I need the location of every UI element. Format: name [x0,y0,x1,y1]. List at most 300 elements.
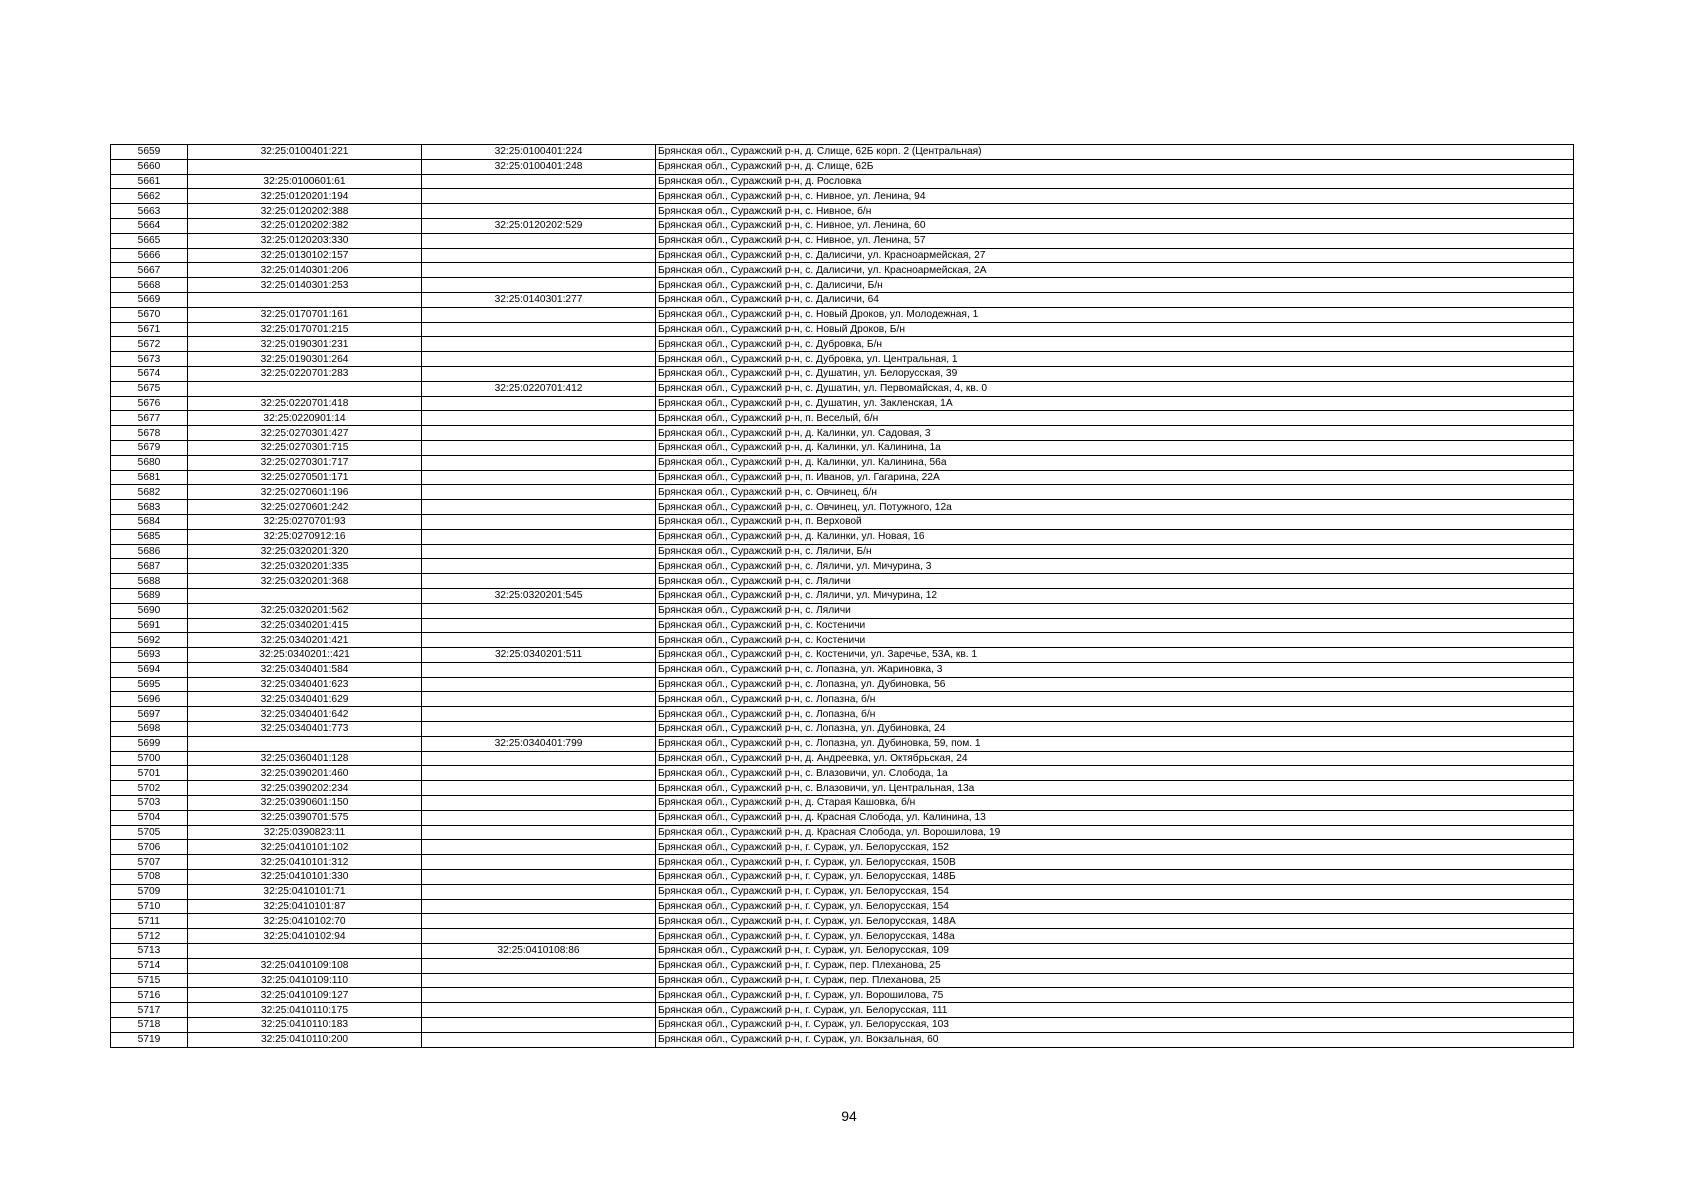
cadastral-number-cell: 32:25:0410110:183 [188,1018,422,1033]
registry-table [110,144,1574,1048]
table-row [111,870,1574,885]
address-cell: Брянская обл., Суражский р-н, с. Нивное, ул. Ленина, 57 [656,233,1574,248]
row-number-cell: 5717 [111,1003,188,1018]
cadastral-number-2-cell: 32:25:0100401:224 [422,145,656,160]
cadastral-number-cell: 32:25:0270601:242 [188,500,422,515]
row-number-cell: 5706 [111,840,188,855]
cadastral-number-2-cell [422,337,656,352]
cadastral-number-cell: 32:25:0410109:108 [188,958,422,973]
row-number-cell: 5708 [111,870,188,885]
cadastral-number-2-cell [422,633,656,648]
address-cell: Брянская обл., Суражский р-н, п. Иванов, ул. Гагарина, 22А [656,470,1574,485]
address-cell: Брянская обл., Суражский р-н, г. Сураж, ул. Белорусская, 154 [656,884,1574,899]
cadastral-number-cell: 32:25:0410101:312 [188,855,422,870]
table-row [111,159,1574,174]
row-number-cell: 5663 [111,204,188,219]
cadastral-number-2-cell [422,426,656,441]
table-row [111,292,1574,307]
table-row [111,485,1574,500]
cadastral-number-2-cell [422,470,656,485]
cadastral-number-2-cell: 32:25:0100401:248 [422,159,656,174]
table-row [111,1032,1574,1047]
page-number: 94 [841,1108,857,1124]
table-row [111,189,1574,204]
table-row [111,722,1574,737]
row-number-cell: 5695 [111,677,188,692]
row-number-cell: 5659 [111,145,188,160]
table-row [111,263,1574,278]
cadastral-number-2-cell [422,707,656,722]
row-number-cell: 5719 [111,1032,188,1047]
cadastral-number-2-cell [422,514,656,529]
row-number-cell: 5680 [111,455,188,470]
cadastral-number-cell: 32:25:0340201:421 [188,633,422,648]
row-number-cell: 5662 [111,189,188,204]
cadastral-number-2-cell [422,810,656,825]
cadastral-number-cell: 32:25:0410101:330 [188,870,422,885]
cadastral-number-cell: 32:25:0410102:94 [188,929,422,944]
address-cell: Брянская обл., Суражский р-н, с. Далисичи, ул. Красноармейская, 27 [656,248,1574,263]
cadastral-number-2-cell [422,529,656,544]
cadastral-number-2-cell [422,204,656,219]
table-row [111,958,1574,973]
row-number-cell: 5683 [111,500,188,515]
cadastral-number-cell: 32:25:0340201::421 [188,648,422,663]
row-number-cell: 5660 [111,159,188,174]
cadastral-number-2-cell [422,929,656,944]
cadastral-number-cell: 32:25:0170701:161 [188,307,422,322]
cadastral-number-2-cell: 32:25:0320201:545 [422,588,656,603]
cadastral-number-cell: 32:25:0410109:127 [188,988,422,1003]
table-row [111,514,1574,529]
row-number-cell: 5696 [111,692,188,707]
address-cell: Брянская обл., Суражский р-н, г. Сураж, ул. Белорусская, 148а [656,929,1574,944]
row-number-cell: 5686 [111,544,188,559]
cadastral-number-cell: 32:25:0390823:11 [188,825,422,840]
table-row [111,426,1574,441]
table-row [111,781,1574,796]
row-number-cell: 5707 [111,855,188,870]
cadastral-number-2-cell [422,500,656,515]
cadastral-number-2-cell: 32:25:0120202:529 [422,218,656,233]
address-cell: Брянская обл., Суражский р-н, г. Сураж, пер. Плеханова, 25 [656,958,1574,973]
row-number-cell: 5699 [111,736,188,751]
cadastral-number-2-cell [422,914,656,929]
table-row [111,618,1574,633]
table-row [111,855,1574,870]
cadastral-number-cell: 32:25:0270301:715 [188,440,422,455]
address-cell: Брянская обл., Суражский р-н, с. Ляличи, ул. Мичурина, 12 [656,588,1574,603]
cadastral-number-cell: 32:25:0140301:206 [188,263,422,278]
row-number-cell: 5703 [111,796,188,811]
cadastral-number-2-cell [422,781,656,796]
cadastral-number-2-cell [422,751,656,766]
cadastral-number-cell: 32:25:0410110:200 [188,1032,422,1047]
table-row [111,248,1574,263]
cadastral-number-cell: 32:25:0340401:642 [188,707,422,722]
address-cell: Брянская обл., Суражский р-н, д. Красная Слобода, ул. Калинина, 13 [656,810,1574,825]
address-cell: Брянская обл., Суражский р-н, д. Калинки, ул. Садовая, 3 [656,426,1574,441]
row-number-cell: 5694 [111,662,188,677]
address-cell: Брянская обл., Суражский р-н, с. Лопазна, ул. Дубиновка, 24 [656,722,1574,737]
cadastral-number-cell: 32:25:0320201:335 [188,559,422,574]
cadastral-number-2-cell [422,485,656,500]
row-number-cell: 5692 [111,633,188,648]
cadastral-number-2-cell [422,766,656,781]
cadastral-number-2-cell [422,958,656,973]
row-number-cell: 5688 [111,574,188,589]
table-row [111,411,1574,426]
cadastral-number-cell: 32:25:0410101:87 [188,899,422,914]
table-row [111,559,1574,574]
row-number-cell: 5712 [111,929,188,944]
address-cell: Брянская обл., Суражский р-н, с. Ляличи [656,603,1574,618]
cadastral-number-2-cell [422,677,656,692]
row-number-cell: 5710 [111,899,188,914]
address-cell: Брянская обл., Суражский р-н, д. Старая Кашовка, б/н [656,796,1574,811]
table-row [111,233,1574,248]
address-cell: Брянская обл., Суражский р-н, г. Сураж, ул. Белорусская, 148А [656,914,1574,929]
cadastral-number-2-cell [422,1032,656,1047]
cadastral-number-cell: 32:25:0220701:418 [188,396,422,411]
table-row [111,440,1574,455]
cadastral-number-2-cell [422,411,656,426]
cadastral-number-2-cell [422,988,656,1003]
table-row [111,529,1574,544]
address-cell: Брянская обл., Суражский р-н, с. Далисичи, 64 [656,292,1574,307]
cadastral-number-2-cell [422,559,656,574]
cadastral-number-2-cell [422,322,656,337]
table-row [111,707,1574,722]
row-number-cell: 5716 [111,988,188,1003]
cadastral-number-cell: 32:25:0320201:562 [188,603,422,618]
cadastral-number-cell [188,944,422,959]
cadastral-number-2-cell [422,544,656,559]
table-row [111,218,1574,233]
table-row [111,381,1574,396]
row-number-cell: 5681 [111,470,188,485]
cadastral-number-2-cell [422,396,656,411]
table-row [111,366,1574,381]
table-row [111,204,1574,219]
table-row [111,751,1574,766]
address-cell: Брянская обл., Суражский р-н, с. Новый Дроков, ул. Молодежная, 1 [656,307,1574,322]
cadastral-number-cell: 32:25:0320201:368 [188,574,422,589]
cadastral-number-2-cell: 32:25:0410108:86 [422,944,656,959]
address-cell: Брянская обл., Суражский р-н, д. Красная Слобода, ул. Ворошилова, 19 [656,825,1574,840]
table-row [111,470,1574,485]
registry-table-body [111,145,1574,1048]
address-cell: Брянская обл., Суражский р-н, с. Лопазна, б/н [656,692,1574,707]
address-cell: Брянская обл., Суражский р-н, с. Лопазна, ул. Жариновка, 3 [656,662,1574,677]
row-number-cell: 5715 [111,973,188,988]
cadastral-number-cell: 32:25:0360401:128 [188,751,422,766]
row-number-cell: 5676 [111,396,188,411]
cadastral-number-cell: 32:25:0270912:16 [188,529,422,544]
row-number-cell: 5667 [111,263,188,278]
row-number-cell: 5675 [111,381,188,396]
row-number-cell: 5682 [111,485,188,500]
row-number-cell: 5700 [111,751,188,766]
address-cell: Брянская обл., Суражский р-н, п. Веселый, б/н [656,411,1574,426]
row-number-cell: 5693 [111,648,188,663]
cadastral-number-cell: 32:25:0340401:773 [188,722,422,737]
address-cell: Брянская обл., Суражский р-н, д. Калинки, ул. Калинина, 56а [656,455,1574,470]
address-cell: Брянская обл., Суражский р-н, с. Ляличи, ул. Мичурина, 3 [656,559,1574,574]
row-number-cell: 5690 [111,603,188,618]
address-cell: Брянская обл., Суражский р-н, г. Сураж, пер. Плеханова, 25 [656,973,1574,988]
cadastral-number-cell [188,159,422,174]
cadastral-number-2-cell [422,278,656,293]
address-cell: Брянская обл., Суражский р-н, с. Душатин, ул. Белорусская, 39 [656,366,1574,381]
address-cell: Брянская обл., Суражский р-н, г. Сураж, ул. Ворошилова, 75 [656,988,1574,1003]
cadastral-number-cell: 32:25:0170701:215 [188,322,422,337]
table-row [111,352,1574,367]
address-cell: Брянская обл., Суражский р-н, с. Влазовичи, ул. Центральная, 13а [656,781,1574,796]
cadastral-number-2-cell: 32:25:0340401:799 [422,736,656,751]
table-row [111,307,1574,322]
cadastral-number-2-cell [422,189,656,204]
row-number-cell: 5687 [111,559,188,574]
address-cell: Брянская обл., Суражский р-н, с. Костеничи [656,633,1574,648]
table-row [111,544,1574,559]
cadastral-number-cell: 32:25:0100401:221 [188,145,422,160]
address-cell: Брянская обл., Суражский р-н, д. Калинки, ул. Калинина, 1а [656,440,1574,455]
row-number-cell: 5674 [111,366,188,381]
address-cell: Брянская обл., Суражский р-н, г. Сураж, ул. Белорусская, 111 [656,1003,1574,1018]
address-cell: Брянская обл., Суражский р-н, г. Сураж, ул. Белорусская, 152 [656,840,1574,855]
cadastral-number-cell: 32:25:0270301:427 [188,426,422,441]
table-row [111,899,1574,914]
cadastral-number-cell: 32:25:0140301:253 [188,278,422,293]
row-number-cell: 5697 [111,707,188,722]
row-number-cell: 5672 [111,337,188,352]
table-row [111,914,1574,929]
row-number-cell: 5677 [111,411,188,426]
address-cell: Брянская обл., Суражский р-н, с. Лопазна, ул. Дубиновка, 56 [656,677,1574,692]
row-number-cell: 5673 [111,352,188,367]
cadastral-number-cell: 32:25:0390201:460 [188,766,422,781]
row-number-cell: 5704 [111,810,188,825]
address-cell: Брянская обл., Суражский р-н, д. Андреевка, ул. Октябрьская, 24 [656,751,1574,766]
table-row [111,825,1574,840]
row-number-cell: 5685 [111,529,188,544]
table-row [111,278,1574,293]
row-number-cell: 5670 [111,307,188,322]
row-number-cell: 5671 [111,322,188,337]
address-cell: Брянская обл., Суражский р-н, г. Сураж, ул. Белорусская, 109 [656,944,1574,959]
table-row [111,944,1574,959]
row-number-cell: 5701 [111,766,188,781]
cadastral-number-cell: 32:25:0190301:264 [188,352,422,367]
row-number-cell: 5668 [111,278,188,293]
cadastral-number-2-cell [422,692,656,707]
row-number-cell: 5714 [111,958,188,973]
cadastral-number-cell: 32:25:0190301:231 [188,337,422,352]
cadastral-number-cell: 32:25:0270701:93 [188,514,422,529]
table-row [111,588,1574,603]
cadastral-number-cell: 32:25:0100601:61 [188,174,422,189]
cadastral-number-2-cell [422,855,656,870]
row-number-cell: 5713 [111,944,188,959]
cadastral-number-cell: 32:25:0340401:623 [188,677,422,692]
address-cell: Брянская обл., Суражский р-н, д. Слище, 62Б [656,159,1574,174]
cadastral-number-cell [188,736,422,751]
registry-table-container [110,144,1573,1048]
cadastral-number-cell: 32:25:0120202:388 [188,204,422,219]
address-cell: Брянская обл., Суражский р-н, с. Новый Дроков, Б/н [656,322,1574,337]
row-number-cell: 5698 [111,722,188,737]
cadastral-number-cell: 32:25:0270601:196 [188,485,422,500]
cadastral-number-cell: 32:25:0340201:415 [188,618,422,633]
cadastral-number-cell: 32:25:0340401:629 [188,692,422,707]
cadastral-number-cell: 32:25:0390601:150 [188,796,422,811]
address-cell: Брянская обл., Суражский р-н, с. Душатин, ул. Закленская, 1А [656,396,1574,411]
row-number-cell: 5711 [111,914,188,929]
cadastral-number-cell: 32:25:0220901:14 [188,411,422,426]
table-row [111,929,1574,944]
address-cell: Брянская обл., Суражский р-н, п. Верховой [656,514,1574,529]
address-cell: Брянская обл., Суражский р-н, д. Рословка [656,174,1574,189]
cadastral-number-cell: 32:25:0120202:382 [188,218,422,233]
cadastral-number-2-cell [422,263,656,278]
row-number-cell: 5669 [111,292,188,307]
table-row [111,988,1574,1003]
cadastral-number-2-cell [422,248,656,263]
cadastral-number-2-cell [422,233,656,248]
row-number-cell: 5666 [111,248,188,263]
cadastral-number-2-cell [422,722,656,737]
cadastral-number-cell: 32:25:0390701:575 [188,810,422,825]
table-row [111,174,1574,189]
address-cell: Брянская обл., Суражский р-н, с. Овчинец, ул. Потужного, 12а [656,500,1574,515]
address-cell: Брянская обл., Суражский р-н, с. Далисичи, Б/н [656,278,1574,293]
table-row [111,574,1574,589]
table-row [111,662,1574,677]
cadastral-number-2-cell [422,574,656,589]
cadastral-number-2-cell [422,455,656,470]
cadastral-number-cell: 32:25:0120203:330 [188,233,422,248]
address-cell: Брянская обл., Суражский р-н, с. Костеничи, ул. Заречье, 53А, кв. 1 [656,648,1574,663]
table-row [111,736,1574,751]
cadastral-number-2-cell [422,973,656,988]
cadastral-number-2-cell [422,796,656,811]
cadastral-number-2-cell [422,352,656,367]
row-number-cell: 5705 [111,825,188,840]
address-cell: Брянская обл., Суражский р-н, с. Овчинец, б/н [656,485,1574,500]
cadastral-number-cell: 32:25:0320201:320 [188,544,422,559]
table-row [111,500,1574,515]
table-row [111,884,1574,899]
table-row [111,633,1574,648]
table-row [111,603,1574,618]
address-cell: Брянская обл., Суражский р-н, с. Костеничи [656,618,1574,633]
cadastral-number-cell [188,588,422,603]
table-row [111,796,1574,811]
address-cell: Брянская обл., Суражский р-н, с. Ляличи, Б/н [656,544,1574,559]
address-cell: Брянская обл., Суражский р-н, г. Сураж, ул. Белорусская, 150В [656,855,1574,870]
cadastral-number-2-cell [422,1003,656,1018]
table-row [111,840,1574,855]
cadastral-number-cell: 32:25:0340401:584 [188,662,422,677]
cadastral-number-2-cell [422,870,656,885]
row-number-cell: 5664 [111,218,188,233]
row-number-cell: 5679 [111,440,188,455]
table-row [111,396,1574,411]
cadastral-number-cell [188,381,422,396]
address-cell: Брянская обл., Суражский р-н, с. Дубровка, Б/н [656,337,1574,352]
row-number-cell: 5709 [111,884,188,899]
address-cell: Брянская обл., Суражский р-н, с. Нивное, ул. Ленина, 60 [656,218,1574,233]
address-cell: Брянская обл., Суражский р-н, с. Лопазна, ул. Дубиновка, 59, пом. 1 [656,736,1574,751]
cadastral-number-2-cell [422,662,656,677]
cadastral-number-cell: 32:25:0130102:157 [188,248,422,263]
address-cell: Брянская обл., Суражский р-н, с. Нивное, б/н [656,204,1574,219]
address-cell: Брянская обл., Суражский р-н, г. Сураж, ул. Вокзальная, 60 [656,1032,1574,1047]
cadastral-number-2-cell [422,884,656,899]
address-cell: Брянская обл., Суражский р-н, г. Сураж, ул. Белорусская, 154 [656,899,1574,914]
address-cell: Брянская обл., Суражский р-н, с. Нивное, ул. Ленина, 94 [656,189,1574,204]
cadastral-number-cell: 32:25:0410109:110 [188,973,422,988]
cadastral-number-2-cell [422,603,656,618]
table-row [111,692,1574,707]
address-cell: Брянская обл., Суражский р-н, с. Влазовичи, ул. Слобода, 1а [656,766,1574,781]
cadastral-number-2-cell [422,825,656,840]
cadastral-number-2-cell: 32:25:0340201:511 [422,648,656,663]
address-cell: Брянская обл., Суражский р-н, д. Калинки, ул. Новая, 16 [656,529,1574,544]
row-number-cell: 5665 [111,233,188,248]
row-number-cell: 5684 [111,514,188,529]
table-row [111,677,1574,692]
cadastral-number-2-cell [422,307,656,322]
row-number-cell: 5702 [111,781,188,796]
cadastral-number-cell [188,292,422,307]
cadastral-number-cell: 32:25:0270501:171 [188,470,422,485]
address-cell: Брянская обл., Суражский р-н, с. Ляличи [656,574,1574,589]
table-row [111,337,1574,352]
cadastral-number-cell: 32:25:0410101:102 [188,840,422,855]
cadastral-number-2-cell [422,1018,656,1033]
cadastral-number-cell: 32:25:0410101:71 [188,884,422,899]
table-row [111,973,1574,988]
cadastral-number-cell: 32:25:0120201:194 [188,189,422,204]
table-row [111,810,1574,825]
address-cell: Брянская обл., Суражский р-н, г. Сураж, ул. Белорусская, 148Б [656,870,1574,885]
table-row [111,766,1574,781]
cadastral-number-cell: 32:25:0220701:283 [188,366,422,381]
cadastral-number-2-cell [422,440,656,455]
cadastral-number-2-cell: 32:25:0140301:277 [422,292,656,307]
row-number-cell: 5689 [111,588,188,603]
address-cell: Брянская обл., Суражский р-н, д. Слище, 62Б корп. 2 (Центральная) [656,145,1574,160]
row-number-cell: 5718 [111,1018,188,1033]
cadastral-number-cell: 32:25:0410110:175 [188,1003,422,1018]
cadastral-number-2-cell [422,840,656,855]
table-row [111,455,1574,470]
row-number-cell: 5661 [111,174,188,189]
cadastral-number-cell: 32:25:0270301:717 [188,455,422,470]
table-row [111,322,1574,337]
address-cell: Брянская обл., Суражский р-н, г. Сураж, ул. Белорусская, 103 [656,1018,1574,1033]
table-row [111,145,1574,160]
cadastral-number-cell: 32:25:0390202:234 [188,781,422,796]
cadastral-number-cell: 32:25:0410102:70 [188,914,422,929]
table-row [111,1003,1574,1018]
cadastral-number-2-cell [422,618,656,633]
address-cell: Брянская обл., Суражский р-н, с. Лопазна, б/н [656,707,1574,722]
address-cell: Брянская обл., Суражский р-н, с. Душатин, ул. Первомайская, 4, кв. 0 [656,381,1574,396]
row-number-cell: 5678 [111,426,188,441]
